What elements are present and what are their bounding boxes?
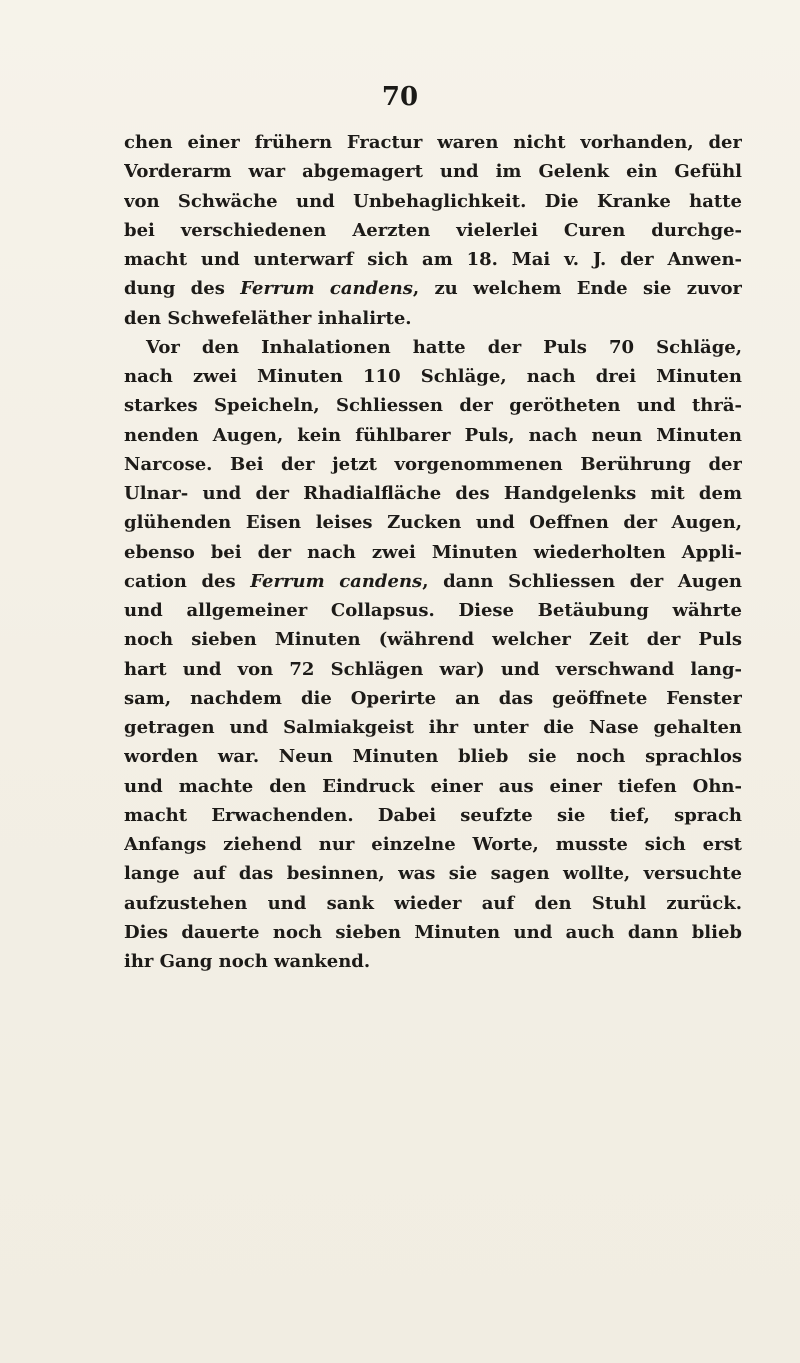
text-line: Anfangs ziehend nur einzelne Worte, musste sich erst bbox=[124, 834, 742, 855]
text-line: cation des Ferrum candens, dann Schliessen der Augen bbox=[124, 570, 742, 592]
text-line: aufzustehen und sank wieder auf den Stuhl zurück. bbox=[124, 892, 742, 914]
text-line: nenden Augen, kein fühlbarer Puls, nach neun Minuten bbox=[124, 424, 742, 446]
text-line: ihr Gang noch wankend. bbox=[124, 951, 371, 972]
text-line: macht und unterwarf sich am 18. Mai v. J. der Anwen- bbox=[124, 249, 742, 270]
text-line: bei verschiedenen Aerzten vielerlei Curen durchge- bbox=[124, 219, 742, 241]
text-line: dung des Ferrum candens, zu welchem Ende sie zuvor bbox=[124, 278, 742, 300]
text-line: lange auf das besinnen, was sie sagen wollte, versuchte bbox=[124, 863, 742, 885]
text-line: Dies dauerte noch sieben Minuten und auch dann blieb bbox=[124, 921, 742, 943]
text-line: nach zwei Minuten 110 Schläge, nach drei Minuten bbox=[124, 366, 742, 387]
italic-term: Ferrum candens bbox=[240, 278, 413, 300]
text-line: Ulnar- und der Rhadialfläche des Handgelenks mit dem bbox=[124, 483, 742, 504]
italic-term: Ferrum candens bbox=[250, 570, 423, 592]
body-text bbox=[124, 128, 742, 976]
text-line: und machte den Eindruck einer aus einer tiefen Ohn- bbox=[124, 775, 742, 797]
text-line: glühenden Eisen leises Zucken und Oeffnen der Augen, bbox=[124, 512, 742, 534]
text-line: chen einer frühern Fractur waren nicht vorhanden, der bbox=[124, 132, 742, 153]
text-line: Narcose. Bei der jetzt vorgenommenen Berührung der bbox=[124, 453, 742, 475]
text-line: sam, nachdem die Operirte an das geöffnete Fenster bbox=[124, 687, 742, 709]
text-line: von Schwäche und Unbehaglichkeit. Die Kranke hatte bbox=[124, 190, 742, 212]
text-line: worden war. Neun Minuten blieb sie noch sprachlos bbox=[124, 746, 742, 768]
text-line: Vorderarm war abgemagert und im Gelenk ein Gefühl bbox=[124, 161, 742, 183]
text-line: hart und von 72 Schlägen war) und verschwand lang- bbox=[124, 658, 742, 680]
paragraph-start-line: Vor den Inhalationen hatte der Puls 70 Schläge, bbox=[146, 336, 742, 358]
text-line: macht Erwachenden. Dabei seufzte sie tief, sprach bbox=[124, 804, 742, 826]
text-line: getragen und Salmiakgeist ihr unter die Nase gehalten bbox=[124, 717, 742, 738]
text-line: starkes Speicheln, Schliessen der gerötheten und thrä- bbox=[124, 395, 742, 417]
page-number: 70 bbox=[381, 82, 419, 112]
text-line: den Schwefeläther inhalirte. bbox=[124, 307, 412, 329]
text-line: und allgemeiner Collapsus. Diese Betäubung währte bbox=[124, 600, 742, 621]
text-line: noch sieben Minuten (während welcher Zeit der Puls bbox=[124, 629, 742, 651]
text-line: ebenso bei der nach zwei Minuten wiederholten Appli- bbox=[124, 541, 742, 563]
